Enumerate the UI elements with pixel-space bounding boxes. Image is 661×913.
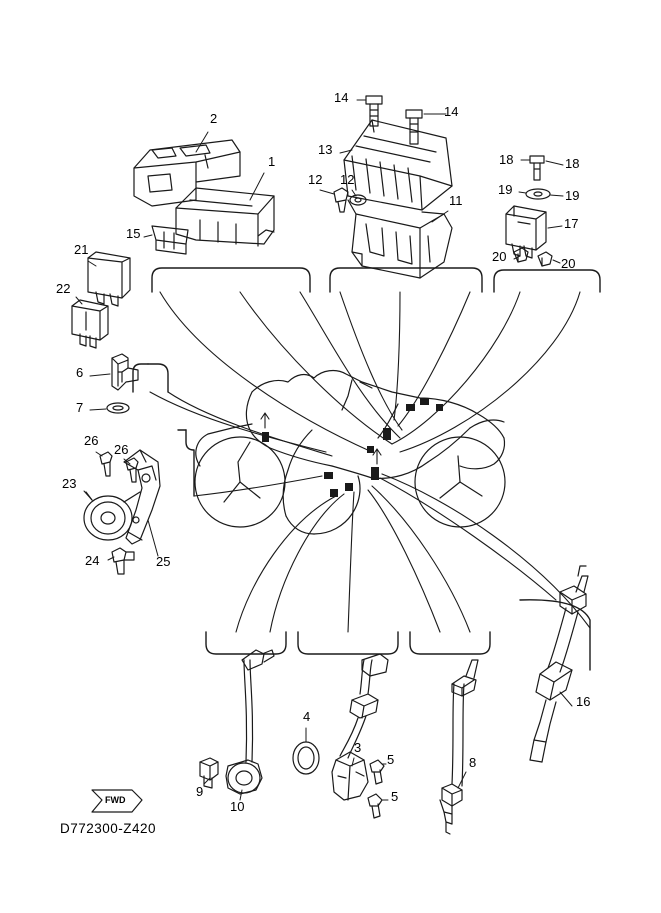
- part-16-leader: [560, 692, 572, 706]
- diagram-code: D772300-Z420: [60, 821, 157, 836]
- callout-18-a: 18: [499, 152, 514, 167]
- part-21-leader: [88, 261, 96, 266]
- group-bracket-top-left: [152, 268, 310, 292]
- part-20-leaders: [514, 256, 560, 263]
- part-3-sensor: [332, 654, 388, 800]
- leader-lines: [150, 292, 590, 632]
- callout-21: 21: [74, 242, 89, 257]
- part-21-relay: [88, 252, 130, 306]
- callout-18-b: 18: [565, 156, 580, 171]
- part-13-regulator: [344, 120, 452, 210]
- callout-10: 10: [230, 799, 245, 814]
- callout-19-b: 19: [565, 188, 580, 203]
- part-6-sensor: [112, 354, 138, 390]
- group-bracket-bottom-2: [298, 632, 398, 654]
- group-bracket-top-mid: [330, 268, 482, 292]
- callout-5-a: 5: [387, 752, 395, 767]
- part-7-leader: [90, 409, 106, 410]
- callout-5-b: 5: [391, 789, 399, 804]
- part-20-nut-b: [538, 252, 552, 266]
- part-17-leader: [548, 226, 562, 228]
- callout-7: 7: [76, 400, 84, 415]
- part-5-leaders: [382, 764, 388, 800]
- callout-12-b: 12: [340, 172, 355, 187]
- group-bracket-top-right: [494, 270, 600, 292]
- part-18-bolt: [530, 156, 544, 180]
- part-24-bolt: [112, 548, 134, 574]
- mount-point-arrows: [261, 413, 381, 464]
- callout-20-a: 20: [492, 249, 507, 264]
- callout-1: 1: [268, 154, 276, 169]
- part-5-bolt-b: [368, 794, 382, 818]
- callout-17: 17: [564, 216, 579, 231]
- part-15-leader: [144, 235, 152, 237]
- part-22-relay: [72, 300, 108, 348]
- callout-6: 6: [76, 365, 84, 380]
- callout-4: 4: [303, 709, 311, 724]
- part-25-leader: [148, 520, 158, 556]
- group-bracket-left-mid: [178, 430, 194, 496]
- callout-14-b: 14: [444, 104, 459, 119]
- callout-2: 2: [210, 111, 218, 126]
- callout-13: 13: [318, 142, 333, 157]
- callout-15: 15: [126, 226, 141, 241]
- callout-3: 3: [354, 740, 362, 755]
- callout-20-b: 20: [561, 256, 576, 271]
- callout-26-a: 26: [84, 433, 99, 448]
- part-2-leader: [196, 132, 208, 152]
- fwd-label: FWD: [105, 795, 126, 805]
- part-12-washer: [350, 195, 366, 205]
- part-8-sparkplug: [440, 660, 478, 834]
- callout-12-a: 12: [308, 172, 323, 187]
- part-15-clip: [152, 226, 188, 254]
- callout-14-a: 14: [334, 90, 349, 105]
- part-2-cover: [134, 140, 240, 206]
- callout-22: 22: [56, 281, 71, 296]
- part-16-coil: [530, 566, 591, 762]
- part-4-oring: [293, 742, 319, 774]
- callout-8: 8: [469, 755, 477, 770]
- part-11-bracket: [348, 200, 452, 278]
- group-bracket-bottom-1: [206, 632, 286, 654]
- callout-11: 11: [449, 193, 463, 208]
- part-6-leader: [90, 374, 110, 376]
- part-7-oring: [107, 403, 129, 413]
- part-10-cable: [226, 650, 274, 794]
- callout-19-a: 19: [498, 182, 513, 197]
- part-1-leader: [250, 173, 264, 200]
- callout-26-b: 26: [114, 442, 129, 457]
- callout-16: 16: [576, 694, 591, 709]
- callout-9: 9: [196, 784, 204, 799]
- part-12-bolt-a: [334, 188, 348, 212]
- callout-23: 23: [62, 476, 77, 491]
- group-bracket-bottom-3: [410, 632, 490, 654]
- part-14-bolt-b: [406, 110, 422, 144]
- callout-24: 24: [85, 553, 100, 568]
- callout-25: 25: [156, 554, 171, 569]
- part-1-ecu: [176, 188, 274, 246]
- motorcycle-outline: [195, 371, 505, 534]
- part-19-washer: [526, 189, 550, 199]
- part-12-leaders: [320, 190, 356, 196]
- part-23-leader: [84, 491, 92, 500]
